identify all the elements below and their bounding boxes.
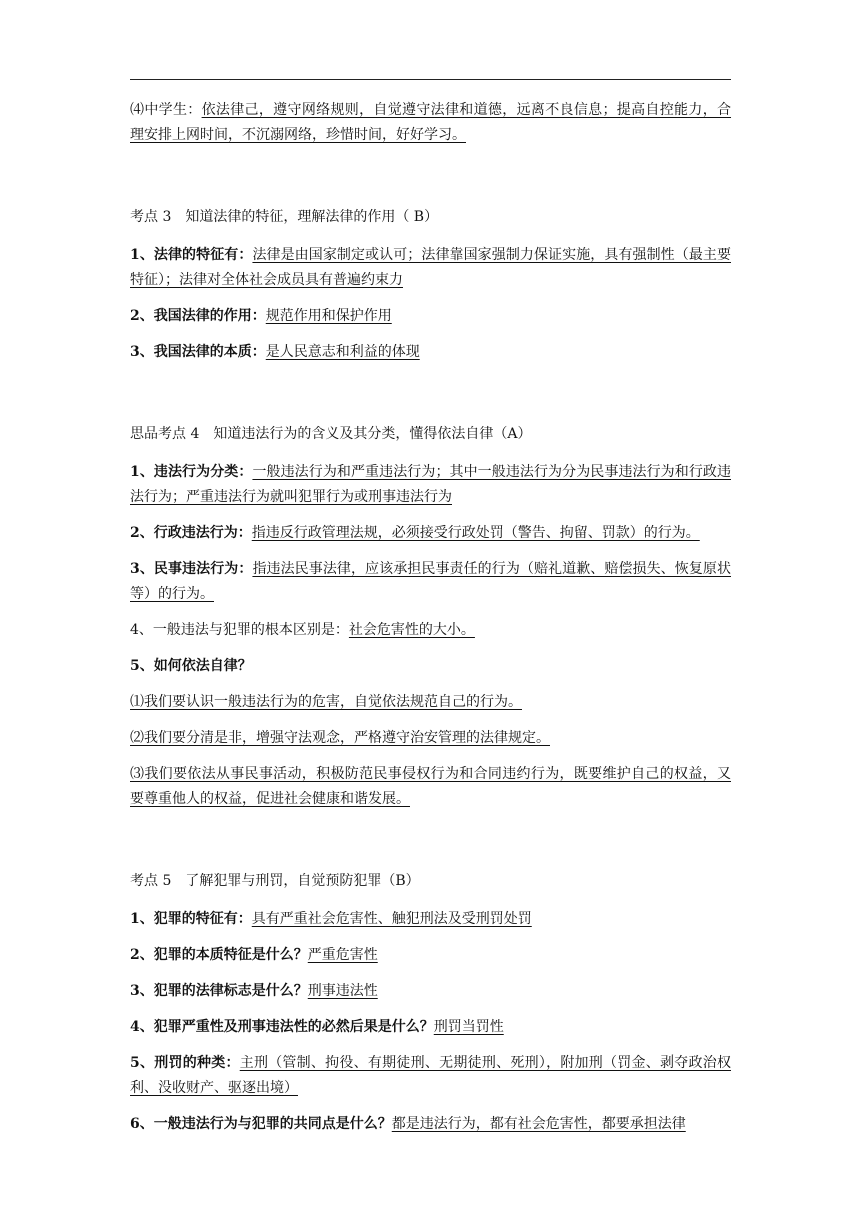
question-label: 4、一般违法与犯罪的根本区别是： [130,622,349,638]
answer-text: ⑴我们要认识一般违法行为的危害，自觉依法规范自己的行为。 [130,694,522,710]
question-item [130,654,731,679]
answer-text: 指违法民事法律，应该承担民事责任的行为（赔礼道歉、赔偿损失、恢复原状等）的行为。 [130,561,731,602]
answer-text: 规范作用和保护作用 [265,308,392,324]
answer-text: 社会危害性的大小。 [348,622,475,638]
answer-text: 具有严重社会危害性、触犯刑法及受刑罚处罚 [251,911,532,927]
question-item [130,340,731,365]
answer-text: 都是违法行为，都有社会危害性，都要承担法律 [391,1116,686,1132]
header-rule [130,79,731,80]
question-item [130,557,731,607]
list-item [130,726,731,751]
question-item [130,304,731,329]
question-item [130,521,731,546]
answer-text: 依法律己，遵守网络规则，自觉遵守法律和道德，远离不良信息；提高自控能力，合理安排上网时间，不沉溺网络，珍惜时间，好好学习。 [130,102,732,143]
section-heading-kd3: 考点 3 知道法律的特征，理解法律的作用（ B） [130,209,439,225]
question-item [130,943,731,968]
question-label: 1、犯罪的特征有： [130,911,252,927]
answer-text: 法律是由国家制定或认可；法律靠国家强制力保证实施，具有强制性（最主要特征）；法律对全体社会成员具有普遍约束力 [130,247,731,288]
question-label: 1、法律的特征有： [130,247,253,263]
answer-text: ⑶我们要依法从事民事活动，积极防范民事侵权行为和合同违约行为，既要维护自己的权益，又要尊重他人的权益，促进社会健康和谐发展。 [130,766,731,807]
item-prefix: ⑷中学生： [130,102,202,118]
question-item [130,907,731,932]
answer-text: 刑事违法性 [307,983,378,999]
question-label: 3、民事违法行为： [130,561,253,577]
list-item [130,690,731,715]
question-label: 1、违法行为分类： [130,464,253,480]
question-label: 2、我国法律的作用： [130,308,266,324]
document-body [130,98,731,1148]
answer-text: 指违反行政管理法规，必须接受行政处罚（警告、拘留、罚款）的行为。 [251,525,700,541]
answer-text: ⑵我们要分清是非，增强守法观念，严格遵守治安管理的法律规定。 [130,730,550,746]
question-label: 4、犯罪严重性及刑事违法性的必然后果是什么？ [130,1019,434,1035]
question-item [130,618,731,643]
answer-text: 一般违法行为和严重违法行为；其中一般违法行为分为民事违法行为和行政违法行为；严重违法行为就叫犯罪行为或刑事违法行为 [130,464,731,505]
question-label: 2、行政违法行为： [130,525,252,541]
question-label: 3、我国法律的本质： [130,344,266,360]
section-heading-kd4: 思品考点 4 知道违法行为的含义及其分类，懂得依法自律（A） [130,426,532,442]
question-item [130,243,731,293]
question-item [130,1112,731,1137]
answer-text: 主刑（管制、拘役、有期徒刑、无期徒刑、死刑），附加刑（罚金、剥夺政治权利、没收财产、驱逐出境） [130,1055,731,1096]
question-label: 3、犯罪的法律标志是什么？ [130,983,308,999]
question-label: 6、一般违法行为与犯罪的共同点是什么？ [130,1116,392,1132]
question-item [130,1051,731,1101]
answer-text: 刑罚当罚性 [433,1019,504,1035]
answer-text: 是人民意志和利益的体现 [265,344,420,360]
question-item [130,1015,731,1040]
answer-text: 严重危害性 [307,947,378,963]
question-item [130,979,731,1004]
question-label: 2、犯罪的本质特征是什么？ [130,947,308,963]
section-heading-kd5: 考点 5 了解犯罪与刑罚，自觉预防犯罪（B） [130,873,420,889]
question-item [130,460,731,510]
question-label: 5、如何依法自律？ [130,658,252,674]
paragraph-middle-school [130,98,731,148]
question-label: 5、刑罚的种类： [130,1055,240,1071]
list-item [130,762,731,812]
